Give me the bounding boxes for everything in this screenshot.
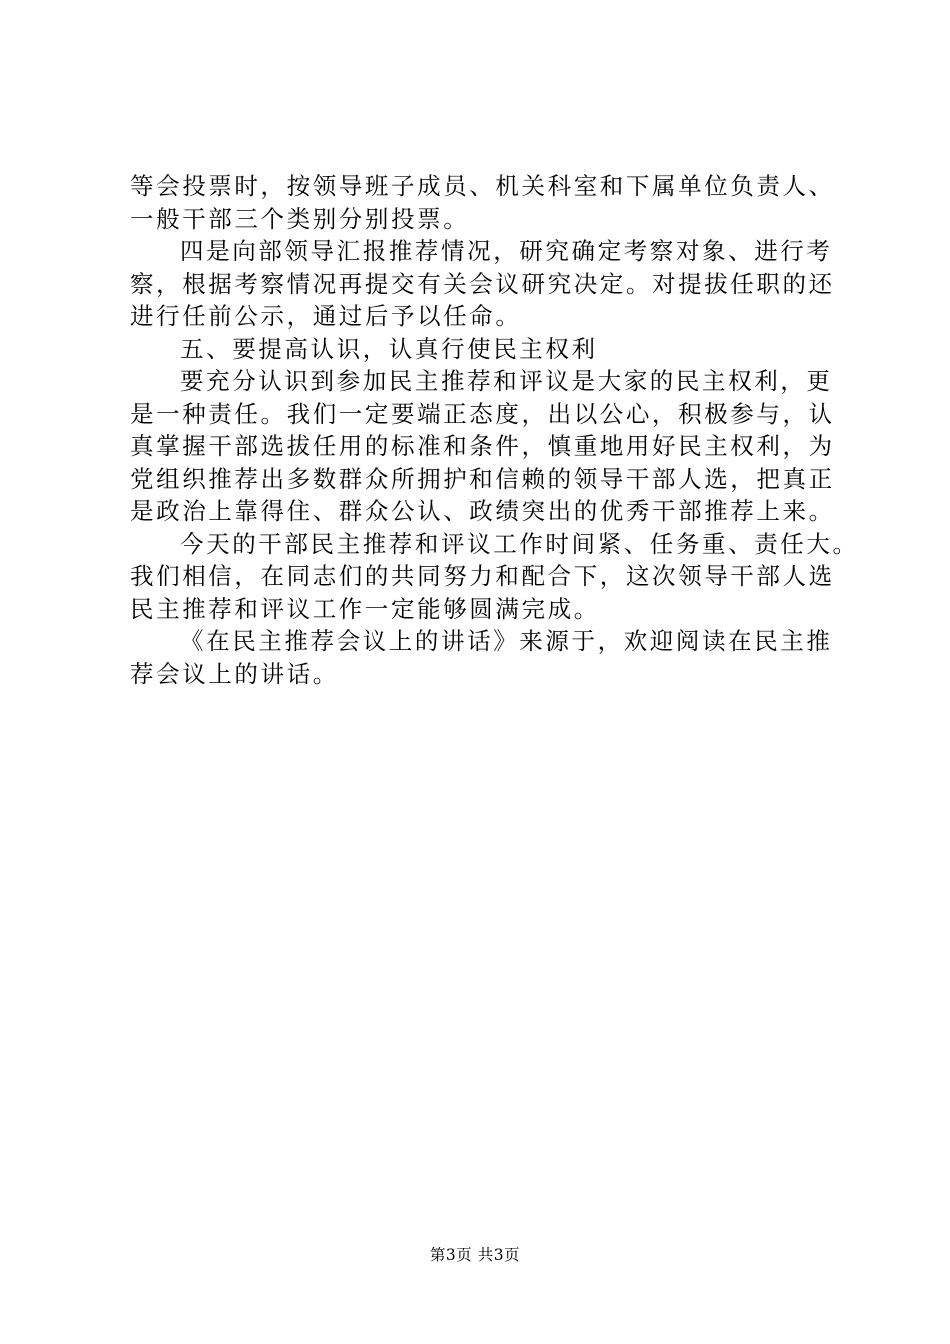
text-line: 《在民主推荐会议上的讲话》来源于，欢迎阅读在民主推	[180, 627, 833, 655]
text-line: 四是向部领导汇报推荐情况，研究确定考察对象、进行考	[180, 237, 833, 265]
text-line: 进行任前公示，通过后予以任命。	[130, 302, 522, 330]
text-line: 党组织推荐出多数群众所拥护和信赖的领导干部人选，把真正	[130, 464, 835, 493]
text-line: 民主推荐和评议工作一定能够圆满完成。	[130, 594, 600, 623]
text-line: 真掌握干部选拔任用的标准和条件，慎重地用好民主权利，为	[130, 432, 835, 460]
text-line: 等会投票时，按领导班子成员、机关科室和下属单位负责人、	[130, 172, 835, 200]
text-line: 荐会议上的讲话。	[130, 659, 339, 688]
text-line: 是政治上靠得住、群众公认、政绩突出的优秀干部推荐上来。	[130, 497, 835, 525]
text-line: 一般干部三个类别分别投票。	[130, 204, 470, 233]
page-number-footer: 第3页 共3页	[429, 1246, 521, 1264]
section-heading: 五、要提高认识，认真行使民主权利	[180, 334, 598, 363]
text-line: 我们相信，在同志们的共同努力和配合下，这次领导干部人选	[130, 562, 835, 590]
text-line: 察，根据考察情况再提交有关会议研究决定。对提拔任职的还	[130, 269, 835, 298]
text-line: 是一种责任。我们一定要端正态度，出以公心，积极参与，认	[130, 399, 835, 428]
document-body	[130, 170, 859, 690]
text-line: 要充分认识到参加民主推荐和评议是大家的民主权利，更	[180, 367, 833, 395]
text-line: 今天的干部民主推荐和评议工作时间紧、任务重、责任大。	[180, 529, 859, 558]
